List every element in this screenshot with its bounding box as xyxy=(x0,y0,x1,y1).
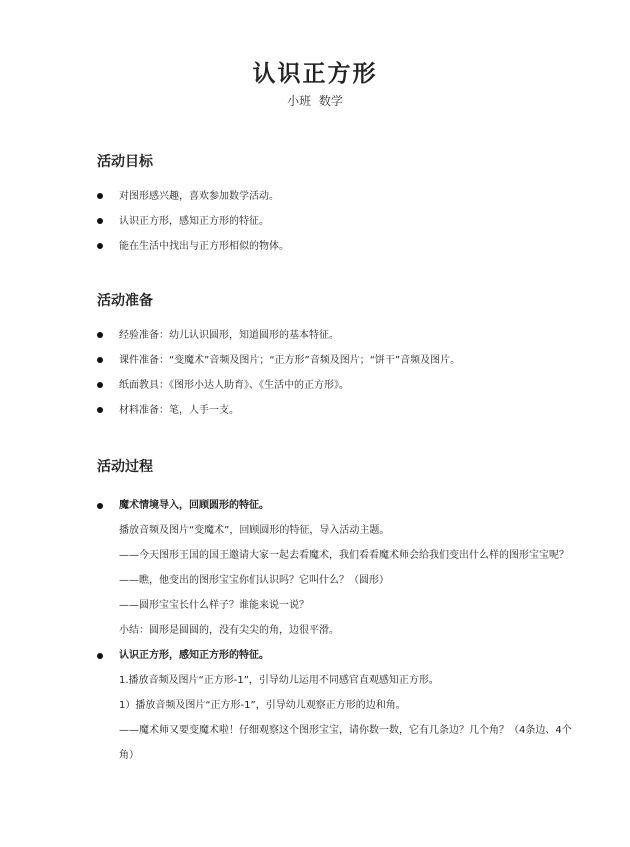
step-heading: 认识正方形，感知正方形的特征。 xyxy=(119,650,269,661)
bullet-icon xyxy=(97,503,103,509)
step-line: ——圆形宝宝长什么样子？谁能来说一说？ xyxy=(119,600,309,611)
list-item xyxy=(97,379,577,404)
bullet-icon xyxy=(97,653,103,659)
list-item-text: 经验准备：幼儿认识圆形，知道圆形的基本特征。 xyxy=(119,330,339,341)
bullet-icon xyxy=(97,193,103,199)
list-item xyxy=(97,354,577,379)
list-item-text: 纸面教具：《图形小达人助育》、《生活中的正方形》。 xyxy=(119,380,349,391)
bullet-icon xyxy=(97,382,103,388)
goals-heading: 活动目标 xyxy=(97,154,153,170)
list-item xyxy=(97,215,577,240)
goals-section xyxy=(97,151,577,265)
page-title: 认识正方形 xyxy=(252,61,378,87)
step-line: ——魔术师又要变魔术啦！仔细观察这个图形宝宝，请你数一数，它有几条边？几个角？（4条边、4个角） xyxy=(119,725,572,761)
process-step xyxy=(97,493,577,643)
step-line: ——瞧，他变出的图形宝宝你们认识吗？它叫什么？（圆形） xyxy=(119,575,389,586)
prep-list xyxy=(97,329,577,429)
step-line: 1.播放音频及图片“正方形-1”，引导幼儿运用不同感官直观感知正方形。 xyxy=(119,675,439,686)
goals-list xyxy=(97,190,577,265)
step-line: 小结：圆形是圆圆的，没有尖尖的角，边很平滑。 xyxy=(119,625,339,636)
list-item xyxy=(97,190,577,215)
list-item-text: 对图形感兴趣，喜欢参加数学活动。 xyxy=(119,191,279,202)
list-item-text: 能在生活中找出与正方形相似的物体。 xyxy=(119,241,289,252)
list-item xyxy=(97,240,577,265)
bullet-icon xyxy=(97,407,103,413)
step-line: 1）播放音频及图片“正方形-1”，引导幼儿观察正方形的边和角。 xyxy=(119,700,406,711)
bullet-icon xyxy=(97,243,103,249)
bullet-icon xyxy=(97,218,103,224)
list-item xyxy=(97,329,577,354)
step-line: ——今天图形王国的国王邀请大家一起去看魔术，我们看看魔术师会给我们变出什么样的图形宝宝呢？ xyxy=(119,550,569,561)
prep-section xyxy=(97,290,577,429)
process-heading: 活动过程 xyxy=(97,459,153,475)
bullet-icon xyxy=(97,332,103,338)
prep-heading: 活动准备 xyxy=(97,293,153,309)
process-step xyxy=(97,643,577,768)
bullet-icon xyxy=(97,357,103,363)
list-item-text: 认识正方形，感知正方形的特征。 xyxy=(119,216,269,227)
list-item-text: 材料准备：笔，人手一支。 xyxy=(119,405,239,416)
step-heading: 魔术情境导入，回顾圆形的特征。 xyxy=(119,500,269,511)
step-line: 播放音频及图片“变魔术”，回顾圆形的特征，导入活动主题。 xyxy=(119,525,390,536)
process-list xyxy=(97,493,577,768)
page-subtitle: 小班 数学 xyxy=(287,94,343,108)
list-item-text: 课件准备：“变魔术”音频及图片；“正方形”音频及图片；“饼干”音频及图片。 xyxy=(119,355,461,366)
list-item xyxy=(97,404,577,429)
process-section xyxy=(97,456,577,768)
